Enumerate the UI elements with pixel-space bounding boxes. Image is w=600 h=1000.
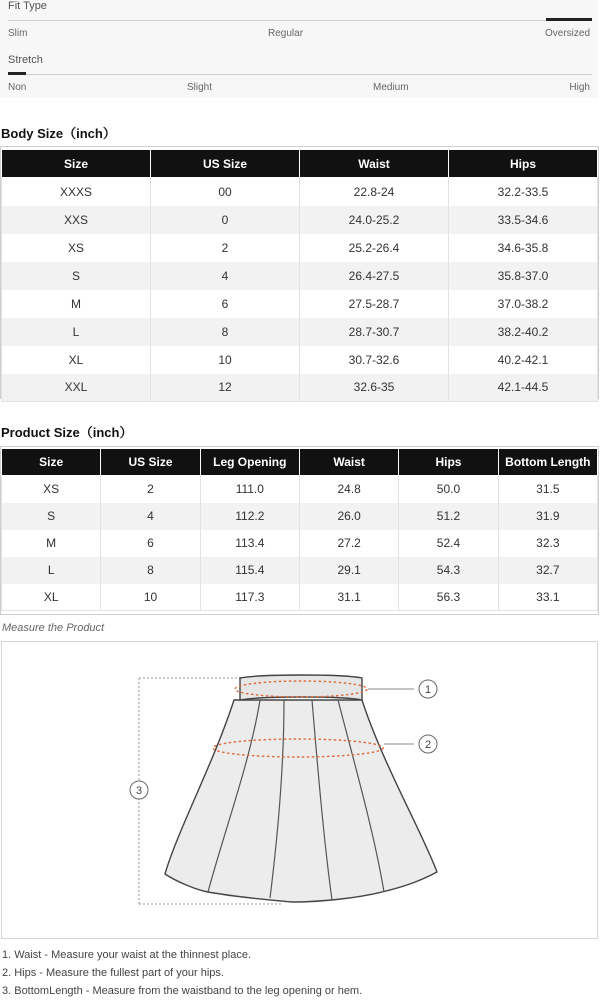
table-cell: 24.0-25.2 — [300, 206, 449, 234]
table-cell: 32.2-33.5 — [449, 178, 598, 206]
table-cell: XS — [2, 234, 151, 262]
stretch-option-high: High — [569, 82, 590, 93]
table-cell: 26.0 — [299, 503, 398, 530]
table-cell: S — [2, 503, 101, 530]
table-cell: 40.2-42.1 — [449, 346, 598, 374]
fit-type-option-oversized: Oversized — [544, 28, 590, 39]
measure-diagram — [1, 641, 598, 939]
stretch-option-medium: Medium — [373, 82, 409, 93]
table-cell: M — [2, 290, 151, 318]
note-waist: 1. Waist - Measure your waist at the thinnest place. — [2, 949, 252, 961]
fit-panel — [0, 0, 598, 98]
fit-type-selected-marker — [546, 18, 592, 21]
table-cell: 2 — [101, 476, 200, 503]
table-cell: 56.3 — [399, 584, 498, 611]
product-size-unit: （inch） — [79, 425, 133, 440]
table-row — [2, 206, 598, 234]
table-cell: 30.7-32.6 — [300, 346, 449, 374]
table-cell: 42.1-44.5 — [449, 374, 598, 402]
table-row — [2, 262, 598, 290]
table-row — [2, 346, 598, 374]
table-cell: 54.3 — [399, 557, 498, 584]
table-cell: 10 — [101, 584, 200, 611]
table-cell: 6 — [151, 290, 300, 318]
table-cell: 33.1 — [498, 584, 597, 611]
table-cell: 00 — [151, 178, 300, 206]
table-cell: 25.2-26.4 — [300, 234, 449, 262]
table-cell: 26.4-27.5 — [300, 262, 449, 290]
column-header: Size — [2, 150, 151, 178]
table-cell: 10 — [151, 346, 300, 374]
fit-type-option-slim: Slim — [8, 28, 28, 39]
table-row — [2, 318, 598, 346]
body-size-unit: （inch） — [63, 126, 116, 141]
table-cell: 4 — [151, 262, 300, 290]
table-cell: 33.5-34.6 — [449, 206, 598, 234]
table-cell: 31.5 — [498, 476, 597, 503]
marker-2-label: 2 — [424, 739, 432, 751]
table-cell: 52.4 — [399, 530, 498, 557]
table-row — [2, 476, 598, 503]
column-header: US Size — [101, 449, 200, 476]
stretch-label: Stretch — [8, 54, 43, 66]
body-size-table — [1, 149, 598, 402]
note-bottom-length: 3. BottomLength - Measure from the waistband to the leg opening or hem. — [2, 985, 363, 997]
table-cell: 4 — [101, 503, 200, 530]
product-size-title — [1, 422, 132, 441]
column-header: US Size — [151, 150, 300, 178]
table-cell: XL — [2, 346, 151, 374]
table-cell: 112.2 — [200, 503, 299, 530]
table-cell: 8 — [101, 557, 200, 584]
product-size-table — [1, 448, 598, 611]
body-size-header-row — [2, 150, 598, 178]
table-cell: 0 — [151, 206, 300, 234]
table-cell: 22.8-24 — [300, 178, 449, 206]
column-header: Leg Opening — [200, 449, 299, 476]
skirt-illustration — [2, 642, 599, 940]
table-cell: 34.6-35.8 — [449, 234, 598, 262]
table-cell: 27.2 — [299, 530, 398, 557]
table-cell: XS — [2, 476, 101, 503]
table-cell: 115.4 — [200, 557, 299, 584]
table-cell: 2 — [151, 234, 300, 262]
stretch-selected-marker — [8, 72, 26, 75]
fit-type-label: Fit Type — [8, 0, 47, 12]
marker-3-label: 3 — [135, 785, 143, 797]
table-cell: 32.3 — [498, 530, 597, 557]
table-cell: 113.4 — [200, 530, 299, 557]
column-header: Waist — [299, 449, 398, 476]
table-row — [2, 290, 598, 318]
table-row — [2, 374, 598, 402]
stretch-option-non: Non — [8, 82, 27, 93]
table-cell: 35.8-37.0 — [449, 262, 598, 290]
table-cell: 31.9 — [498, 503, 597, 530]
table-cell: L — [2, 557, 101, 584]
table-cell: 38.2-40.2 — [449, 318, 598, 346]
marker-1-label: 1 — [424, 684, 432, 696]
table-cell: 31.1 — [299, 584, 398, 611]
body-size-title-text: Body Size — [1, 126, 64, 141]
table-cell: 24.8 — [299, 476, 398, 503]
body-size-title — [1, 123, 116, 142]
table-cell: 12 — [151, 374, 300, 402]
column-header: Hips — [449, 150, 598, 178]
table-cell: S — [2, 262, 151, 290]
table-cell: 37.0-38.2 — [449, 290, 598, 318]
table-cell: 50.0 — [399, 476, 498, 503]
table-cell: 28.7-30.7 — [300, 318, 449, 346]
table-row — [2, 503, 598, 530]
note-hips: 2. Hips - Measure the fullest part of your hips. — [2, 967, 224, 979]
measure-caption: Measure the Product — [2, 622, 105, 634]
table-cell: XXL — [2, 374, 151, 402]
table-cell: L — [2, 318, 151, 346]
column-header: Size — [2, 449, 101, 476]
table-row — [2, 557, 598, 584]
product-size-header-row — [2, 449, 598, 476]
table-cell: 111.0 — [200, 476, 299, 503]
stretch-scale — [8, 74, 592, 75]
table-cell: 8 — [151, 318, 300, 346]
fit-type-option-regular: Regular — [268, 28, 304, 39]
table-cell: 32.6-35 — [300, 374, 449, 402]
table-cell: 51.2 — [399, 503, 498, 530]
table-cell: 29.1 — [299, 557, 398, 584]
skirt-waistband — [240, 675, 362, 700]
column-header: Hips — [399, 449, 498, 476]
table-cell: 117.3 — [200, 584, 299, 611]
table-cell: M — [2, 530, 101, 557]
table-cell: XXS — [2, 206, 151, 234]
table-cell: XXXS — [2, 178, 151, 206]
column-header: Waist — [300, 150, 449, 178]
column-header: Bottom Length — [498, 449, 597, 476]
table-row — [2, 584, 598, 611]
table-cell: XL — [2, 584, 101, 611]
table-row — [2, 530, 598, 557]
fit-type-scale — [8, 20, 592, 21]
skirt-body — [165, 700, 437, 902]
table-cell: 6 — [101, 530, 200, 557]
product-size-title-text: Product Size — [1, 425, 80, 440]
stretch-option-slight: Slight — [187, 82, 213, 93]
table-cell: 32.7 — [498, 557, 597, 584]
table-row — [2, 234, 598, 262]
table-cell: 27.5-28.7 — [300, 290, 449, 318]
table-row — [2, 178, 598, 206]
